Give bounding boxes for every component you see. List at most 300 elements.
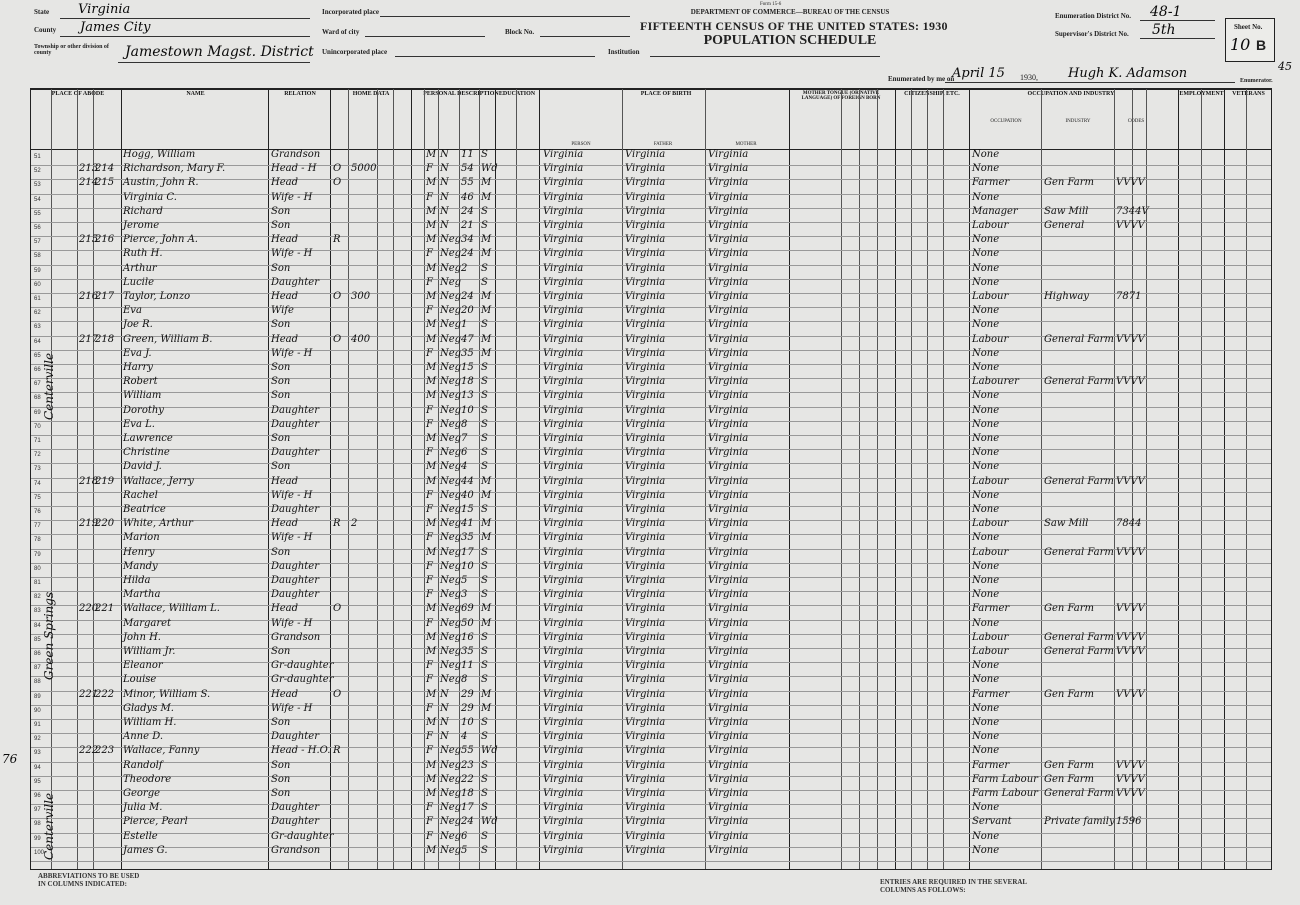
- cell-occ: None: [972, 717, 1000, 728]
- cell-fbp: Virginia: [625, 262, 666, 274]
- cell-ind: General Farm: [1044, 646, 1114, 657]
- margin-note-lower: Centerville: [42, 792, 56, 860]
- margin-note-upper: Centerville: [42, 352, 56, 420]
- cell-race: Neg: [440, 844, 462, 856]
- cell-race: Neg: [440, 518, 462, 530]
- cell-sex: F: [426, 276, 433, 288]
- cell-name: Hogg, William: [123, 149, 196, 160]
- cell-rel: Son: [271, 390, 291, 402]
- cell-ms: S: [481, 404, 488, 416]
- cell-age: 16: [461, 631, 474, 643]
- group-relation: RELATION: [284, 91, 316, 97]
- cell-age: 50: [461, 617, 474, 629]
- cell-mbp: Virginia: [708, 390, 749, 402]
- cell-dw: 219: [79, 518, 99, 530]
- cell-sex: F: [426, 418, 433, 430]
- cell-fbp: Virginia: [625, 646, 666, 657]
- cell-name: Harry: [123, 362, 153, 373]
- cell-fbp: Virginia: [625, 788, 666, 799]
- cell-age: 22: [461, 773, 474, 785]
- cell-occ: None: [972, 433, 1000, 444]
- cell-code: 7844: [1116, 518, 1142, 530]
- sheet-number: 10: [1230, 35, 1251, 54]
- cell-rn: 51: [34, 154, 41, 160]
- cell-ms: M: [481, 291, 492, 302]
- cell-name: Wallace, Jerry: [123, 475, 194, 487]
- cell-mbp: Virginia: [708, 376, 749, 388]
- cell-rn: 96: [34, 793, 41, 799]
- cell-rel: Daughter: [271, 802, 319, 814]
- cell-age: 17: [461, 546, 474, 558]
- cell-ind: Gen Farm: [1044, 177, 1095, 189]
- cell-mbp: Virginia: [708, 404, 749, 416]
- cell-race: Neg: [440, 532, 462, 544]
- cell-rel: Son: [271, 220, 291, 231]
- cell-age: 4: [461, 461, 468, 473]
- cell-fbp: Virginia: [625, 220, 666, 231]
- incorporated-label: Incorporated place: [322, 8, 379, 16]
- cell-age: 15: [461, 504, 474, 515]
- cell-occ: Farm Labour: [972, 788, 1038, 799]
- cell-mbp: Virginia: [708, 347, 749, 359]
- cell-occ: Manager: [972, 205, 1018, 217]
- state-value: Virginia: [78, 2, 131, 17]
- cell-bp: Virginia: [543, 589, 584, 601]
- cell-rn: 98: [34, 821, 41, 828]
- cell-ms: M: [481, 702, 492, 714]
- cell-occ: None: [972, 830, 1000, 842]
- cell-name: William Jr.: [123, 646, 176, 657]
- cell-fbp: Virginia: [625, 617, 666, 629]
- schedule-grid: [30, 88, 1272, 870]
- cell-rn: 73: [34, 466, 41, 473]
- cell-rn: 65: [34, 352, 41, 359]
- cell-rel: Head: [271, 234, 299, 246]
- cell-rel: Son: [271, 376, 291, 388]
- cell-mbp: Virginia: [708, 149, 749, 160]
- cell-age: 55: [461, 177, 474, 189]
- township-value: Jamestown Magst. District: [125, 44, 314, 60]
- cell-sex: M: [426, 205, 437, 217]
- cell-fbp: Virginia: [625, 631, 666, 643]
- cell-occ: None: [972, 163, 1000, 175]
- cell-bp: Virginia: [543, 475, 584, 487]
- cell-fbp: Virginia: [625, 844, 666, 856]
- cell-sex: F: [426, 532, 433, 544]
- cell-rn: 53: [34, 182, 41, 189]
- cell-rel: Head: [271, 518, 299, 530]
- cell-sex: M: [426, 362, 437, 373]
- cell-own: R: [333, 745, 341, 757]
- cell-bp: Virginia: [543, 518, 584, 530]
- cell-mbp: Virginia: [708, 631, 749, 643]
- cell-ind: General Farm: [1044, 333, 1114, 345]
- cell-bp: Virginia: [543, 759, 584, 771]
- unincorporated-label: Unincorporated place: [322, 48, 388, 56]
- cell-occ: None: [972, 347, 1000, 359]
- cell-fbp: Virginia: [625, 433, 666, 444]
- cell-dw: 213: [79, 163, 99, 175]
- cell-sex: M: [426, 546, 437, 558]
- cell-name: Eva L.: [123, 418, 155, 430]
- cell-fbp: Virginia: [625, 745, 666, 757]
- cell-ms: S: [481, 319, 488, 331]
- cell-occ: Labour: [972, 291, 1009, 302]
- cell-mbp: Virginia: [708, 603, 749, 615]
- cell-fbp: Virginia: [625, 731, 666, 743]
- cell-name: Wallace, William L.: [123, 603, 220, 615]
- cell-bp: Virginia: [543, 248, 584, 260]
- cell-age: 24: [461, 248, 474, 260]
- cell-sex: F: [426, 560, 433, 572]
- cell-mbp: Virginia: [708, 674, 749, 686]
- group-personal: PERSONAL DESCRIPTION: [423, 91, 499, 97]
- cell-bp: Virginia: [543, 546, 584, 558]
- cell-rel: Daughter: [271, 447, 319, 459]
- cell-fbp: Virginia: [625, 276, 666, 288]
- cell-bp: Virginia: [543, 447, 584, 459]
- cell-rel: Son: [271, 788, 291, 799]
- cell-dw: 214: [79, 177, 99, 189]
- cell-age: 18: [461, 788, 474, 799]
- cell-ind: Saw Mill: [1044, 205, 1089, 217]
- cell-name: Anne D.: [123, 731, 164, 743]
- cell-sex: F: [426, 802, 433, 814]
- cell-rn: 60: [34, 281, 41, 288]
- cell-own: O: [333, 603, 342, 615]
- cell-bp: Virginia: [543, 305, 584, 317]
- cell-rel: Son: [271, 319, 291, 331]
- cell-age: 55: [461, 745, 474, 757]
- cell-fbp: Virginia: [625, 447, 666, 459]
- cell-age: 24: [461, 291, 474, 302]
- cell-race: N: [440, 163, 449, 175]
- cell-rn: 77: [34, 523, 41, 530]
- cell-occ: Farmer: [972, 759, 1010, 771]
- cell-rn: 88: [34, 679, 41, 686]
- cell-rn: 97: [34, 807, 41, 814]
- cell-age: 5: [461, 575, 468, 586]
- cell-mbp: Virginia: [708, 504, 749, 515]
- cell-sex: F: [426, 731, 433, 743]
- cell-fbp: Virginia: [625, 177, 666, 189]
- cell-occ: None: [972, 560, 1000, 572]
- cell-mbp: Virginia: [708, 717, 749, 728]
- cell-mbp: Virginia: [708, 688, 749, 700]
- group-tongue: MOTHER TONGUE (OR NATIVE LANGUAGE) OF FOREIGN BORN: [801, 91, 881, 101]
- cell-fam: 215: [95, 177, 115, 189]
- cell-ms: M: [481, 603, 492, 615]
- cell-rn: 90: [34, 707, 41, 714]
- cell-ms: M: [481, 333, 492, 345]
- cell-race: N: [440, 702, 449, 714]
- cell-race: Neg: [440, 802, 462, 814]
- enumerated-label: Enumerated by me on: [888, 75, 955, 83]
- cell-code: 1596: [1116, 816, 1142, 828]
- cell-occ: Farmer: [972, 688, 1010, 700]
- cell-mbp: Virginia: [708, 489, 749, 501]
- cell-rel: Grandson: [271, 631, 321, 643]
- cell-fbp: Virginia: [625, 759, 666, 771]
- cell-sex: F: [426, 674, 433, 686]
- cell-sex: F: [426, 248, 433, 260]
- cell-code: 7871: [1116, 291, 1142, 302]
- cell-sex: M: [426, 759, 437, 771]
- cell-bp: Virginia: [543, 646, 584, 657]
- cell-rel: Daughter: [271, 404, 319, 416]
- cell-age: 8: [461, 674, 468, 686]
- cell-occ: Labour: [972, 646, 1009, 657]
- cell-fbp: Virginia: [625, 802, 666, 814]
- cell-occ: None: [972, 404, 1000, 416]
- cell-sex: M: [426, 717, 437, 728]
- cell-rel: Wife - H: [271, 347, 313, 359]
- cell-sex: M: [426, 390, 437, 402]
- cell-age: 35: [461, 347, 474, 359]
- cell-occ: None: [972, 390, 1000, 402]
- cell-ms: S: [481, 646, 488, 657]
- margin-mark: 76: [2, 752, 18, 766]
- cell-bp: Virginia: [543, 660, 584, 672]
- cell-fbp: Virginia: [625, 560, 666, 572]
- cell-fbp: Virginia: [625, 291, 666, 302]
- cell-sex: M: [426, 788, 437, 799]
- cell-race: N: [440, 149, 449, 160]
- cell-rn: 70: [34, 423, 41, 430]
- cell-dw: 222: [79, 745, 99, 757]
- cell-bp: Virginia: [543, 319, 584, 331]
- cell-sex: F: [426, 816, 433, 828]
- cell-race: Neg: [440, 418, 462, 430]
- cell-race: Neg: [440, 404, 462, 416]
- cell-ms: S: [481, 674, 488, 686]
- cell-rel: Head: [271, 177, 299, 189]
- cell-occ: Labourer: [972, 376, 1019, 388]
- cell-own: O: [333, 177, 342, 189]
- cell-rel: Son: [271, 759, 291, 771]
- cell-mbp: Virginia: [708, 447, 749, 459]
- cell-fbp: Virginia: [625, 404, 666, 416]
- cell-age: 15: [461, 362, 474, 373]
- cell-race: Neg: [440, 319, 462, 331]
- enum-date: April 15: [952, 66, 1005, 81]
- cell-occ: None: [972, 745, 1000, 757]
- cell-race: N: [440, 220, 449, 231]
- cell-code: VVVV: [1116, 688, 1145, 700]
- cell-name: Green, William B.: [123, 333, 213, 345]
- cell-occ: Labour: [972, 333, 1009, 345]
- cell-age: 35: [461, 532, 474, 544]
- col-codes: CODES: [1127, 119, 1145, 124]
- cell-age: 23: [461, 759, 474, 771]
- cell-code: VVVV: [1116, 646, 1145, 657]
- cell-occ: None: [972, 660, 1000, 672]
- group-occupation: OCCUPATION AND INDUSTRY: [1027, 91, 1115, 97]
- cell-rel: Wife - H: [271, 617, 313, 629]
- cell-name: Arthur: [123, 262, 157, 274]
- cell-bp: Virginia: [543, 688, 584, 700]
- cell-code: VVVV: [1116, 603, 1145, 615]
- col-person: PERSON: [571, 142, 591, 147]
- cell-rn: 89: [34, 693, 41, 700]
- department-title: DEPARTMENT OF COMMERCE—BUREAU OF THE CENSUS: [690, 8, 890, 16]
- cell-bp: Virginia: [543, 177, 584, 189]
- cell-sex: F: [426, 745, 433, 757]
- cell-sex: F: [426, 347, 433, 359]
- cell-rn: 82: [34, 594, 41, 601]
- cell-rn: 95: [34, 778, 41, 785]
- cell-race: Neg: [440, 376, 462, 388]
- cell-race: Neg: [440, 546, 462, 558]
- cell-occ: None: [972, 702, 1000, 714]
- cell-mbp: Virginia: [708, 433, 749, 444]
- cell-sex: F: [426, 163, 433, 175]
- cell-age: 18: [461, 376, 474, 388]
- cell-rel: Son: [271, 773, 291, 785]
- cell-sex: M: [426, 149, 437, 160]
- cell-name: Theodore: [123, 773, 172, 785]
- cell-mbp: Virginia: [708, 362, 749, 373]
- cell-name: Pierce, Pearl: [123, 816, 188, 828]
- cell-race: N: [440, 205, 449, 217]
- cell-occ: None: [972, 844, 1000, 856]
- cell-name: Eva J.: [123, 347, 152, 359]
- cell-sex: M: [426, 433, 437, 444]
- cell-ms: S: [481, 262, 488, 274]
- cell-race: Neg: [440, 816, 462, 828]
- cell-age: 47: [461, 333, 474, 345]
- cell-fbp: Virginia: [625, 347, 666, 359]
- cell-occ: Servant: [972, 816, 1012, 828]
- cell-fbp: Virginia: [625, 589, 666, 601]
- col-occupation: OCCUPATION: [990, 119, 1022, 124]
- cell-ind: General: [1044, 220, 1085, 231]
- cell-code: VVVV: [1116, 788, 1145, 799]
- cell-name: Minor, William S.: [123, 688, 211, 700]
- cell-age: 10: [461, 560, 474, 572]
- cell-fam: 219: [95, 475, 115, 487]
- cell-age: 34: [461, 234, 474, 246]
- cell-fbp: Virginia: [625, 830, 666, 842]
- cell-age: 6: [461, 830, 468, 842]
- cell-race: Neg: [440, 560, 462, 572]
- cell-name: Martha: [123, 589, 161, 601]
- cell-race: Neg: [440, 603, 462, 615]
- cell-race: Neg: [440, 475, 462, 487]
- enumerator-label: Enumerator.: [1240, 78, 1273, 84]
- cell-bp: Virginia: [543, 532, 584, 544]
- schedule-title: POPULATION SCHEDULE: [703, 33, 877, 48]
- cell-fbp: Virginia: [625, 461, 666, 473]
- cell-rn: 54: [34, 196, 41, 203]
- supervisor-label: Supervisor's District No.: [1055, 30, 1129, 38]
- cell-ms: S: [481, 660, 488, 672]
- cell-name: Margaret: [123, 617, 172, 629]
- county-label: County: [34, 26, 57, 34]
- cell-rn: 99: [34, 835, 41, 842]
- cell-ms: S: [481, 149, 488, 160]
- margin-note-middle: Green Springs: [42, 591, 56, 680]
- cell-name: Eleanor: [123, 660, 163, 672]
- cell-fbp: Virginia: [625, 660, 666, 672]
- cell-rn: 93: [34, 750, 41, 757]
- cell-mbp: Virginia: [708, 418, 749, 430]
- col-mother: MOTHER: [735, 142, 757, 147]
- cell-sex: M: [426, 688, 437, 700]
- cell-rel: Wife - H: [271, 532, 313, 544]
- cell-name: William: [123, 390, 162, 402]
- cell-name: Henry: [123, 546, 155, 558]
- cell-bp: Virginia: [543, 333, 584, 345]
- cell-rel: Wife - H: [271, 489, 313, 501]
- cell-name: Mandy: [123, 560, 158, 572]
- cell-occ: Labour: [972, 518, 1009, 530]
- cell-name: Rachel: [123, 489, 158, 501]
- cell-bp: Virginia: [543, 504, 584, 515]
- cell-fbp: Virginia: [625, 333, 666, 345]
- cell-code: VVVV: [1116, 333, 1145, 345]
- cell-val: 300: [351, 291, 371, 302]
- cell-rel: Daughter: [271, 816, 319, 828]
- cell-rel: Wife - H: [271, 248, 313, 260]
- cell-mbp: Virginia: [708, 731, 749, 743]
- cell-sex: M: [426, 518, 437, 530]
- cell-occ: Labour: [972, 546, 1009, 558]
- cell-occ: None: [972, 674, 1000, 686]
- cell-name: John H.: [123, 631, 161, 643]
- cell-ind: Private family: [1044, 816, 1115, 828]
- cell-mbp: Virginia: [708, 163, 749, 175]
- cell-sex: F: [426, 489, 433, 501]
- cell-occ: None: [972, 489, 1000, 501]
- cell-rel: Daughter: [271, 504, 319, 515]
- cell-mbp: Virginia: [708, 773, 749, 785]
- cell-name: Wallace, Fanny: [123, 745, 200, 757]
- cell-own: O: [333, 163, 342, 175]
- cell-race: N: [440, 191, 449, 203]
- cell-name: William H.: [123, 717, 177, 728]
- cell-bp: Virginia: [543, 802, 584, 814]
- cell-race: Neg: [440, 759, 462, 771]
- cell-rn: 92: [34, 736, 41, 743]
- cell-rel: Daughter: [271, 418, 319, 430]
- cell-age: 13: [461, 390, 474, 402]
- cell-own: O: [333, 333, 342, 345]
- cell-bp: Virginia: [543, 560, 584, 572]
- cell-mbp: Virginia: [708, 276, 749, 288]
- cell-mbp: Virginia: [708, 759, 749, 771]
- cell-rel: Son: [271, 461, 291, 473]
- cell-race: Neg: [440, 830, 462, 842]
- group-citizenship: CITIZENSHIP, ETC.: [904, 91, 960, 97]
- cell-ms: S: [481, 631, 488, 643]
- cell-code: VVVV: [1116, 546, 1145, 558]
- cell-name: Randolf: [123, 759, 163, 771]
- cell-bp: Virginia: [543, 291, 584, 302]
- cell-ms: S: [481, 589, 488, 601]
- cell-fbp: Virginia: [625, 248, 666, 260]
- cell-fbp: Virginia: [625, 532, 666, 544]
- cell-fbp: Virginia: [625, 191, 666, 203]
- corner-mark: 45: [1278, 60, 1292, 73]
- cell-bp: Virginia: [543, 418, 584, 430]
- group-name: NAME: [186, 91, 205, 97]
- cell-rel: Son: [271, 262, 291, 274]
- cell-race: Neg: [440, 347, 462, 359]
- cell-bp: Virginia: [543, 149, 584, 160]
- cell-ms: S: [481, 276, 488, 288]
- cell-race: Neg: [440, 674, 462, 686]
